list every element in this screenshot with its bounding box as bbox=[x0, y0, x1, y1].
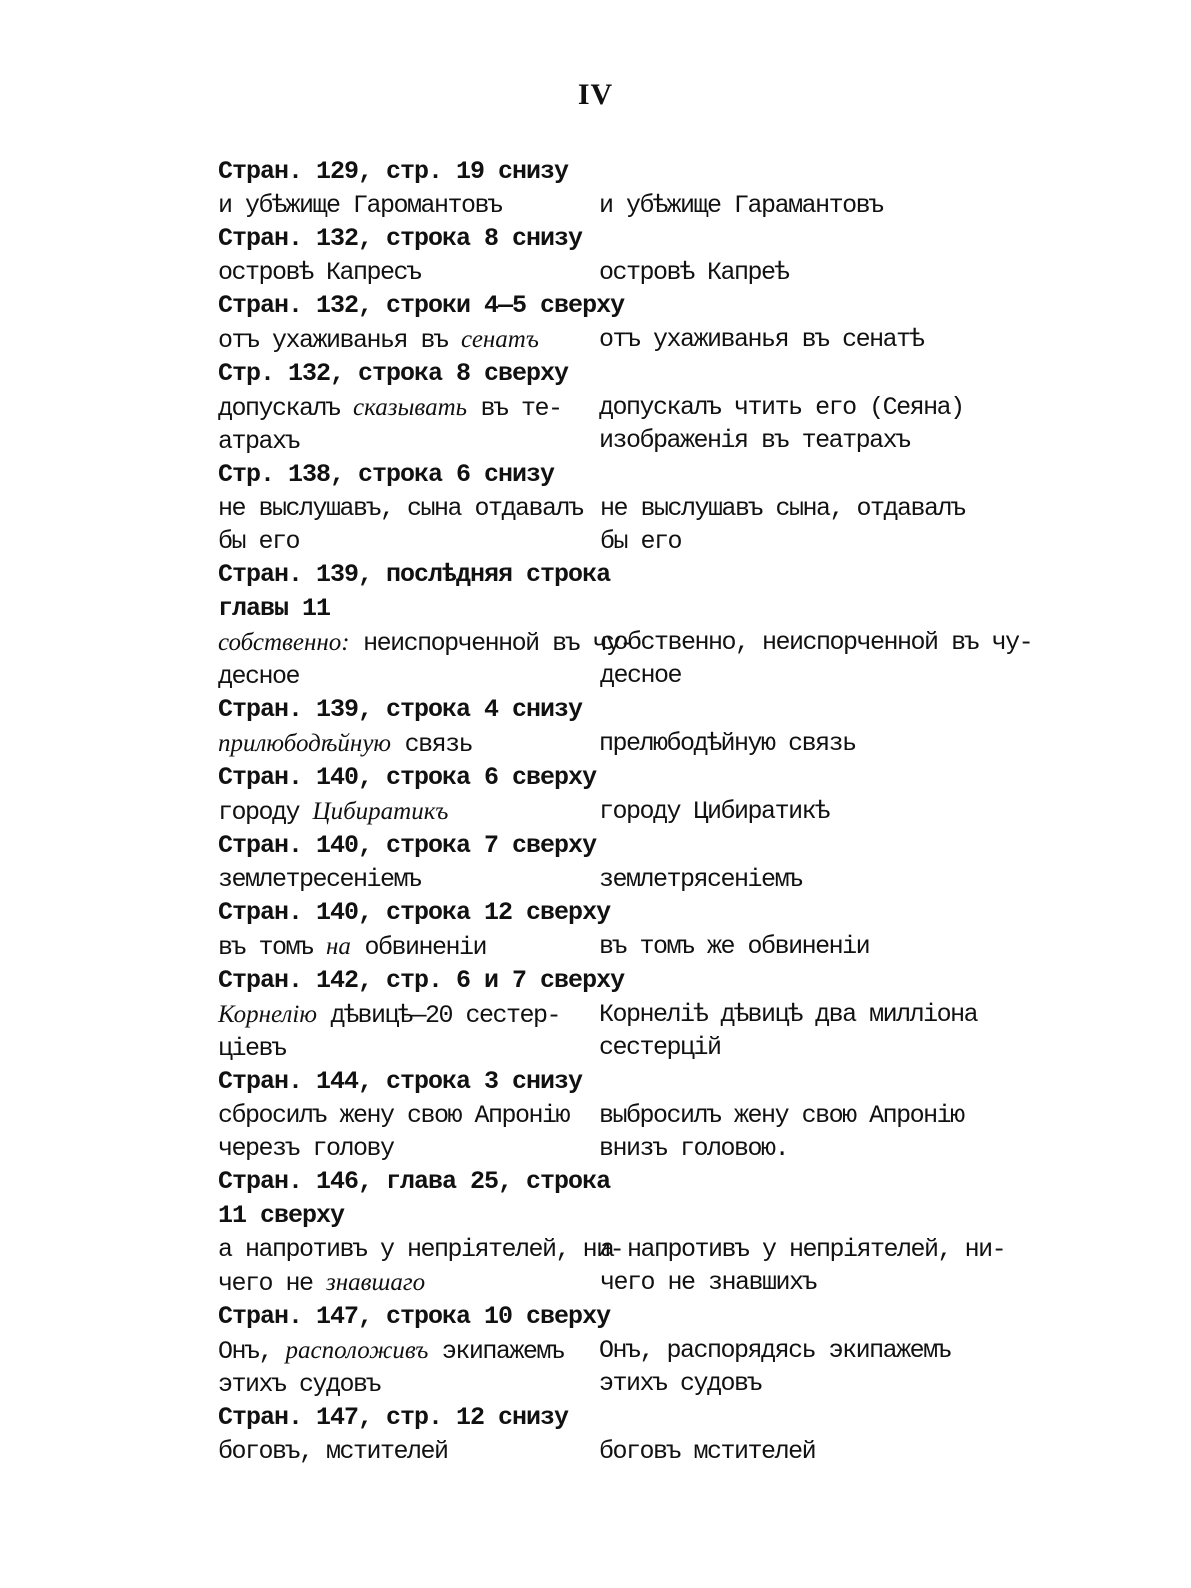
page-reference: Стран. 144, строка 3 снизу bbox=[218, 1067, 583, 1096]
page-reference: Стран. 147, строка 10 сверху bbox=[218, 1302, 611, 1331]
printed-text: не выслушавъ, сына отдавалъ бы его bbox=[218, 494, 583, 556]
page-reference: Стран. 142, стр. 6 и 7 сверху bbox=[218, 966, 625, 995]
errata-entry bbox=[218, 558, 1033, 693]
errata-entry bbox=[218, 155, 978, 222]
errata-list bbox=[218, 155, 1033, 1468]
page-reference: Стран. 140, строка 6 сверху bbox=[218, 763, 597, 792]
corrected-text: землетрясеніемъ bbox=[599, 865, 802, 894]
errata-entry bbox=[218, 289, 978, 357]
corrected-text: городу Цибиратикѣ bbox=[599, 797, 829, 826]
errata-entry bbox=[218, 1300, 978, 1401]
page-reference: Стран. 139, послѣдняя строка bbox=[218, 560, 611, 589]
errata-entry bbox=[218, 896, 978, 964]
corrected-text: а напротивъ у непріятелей, ни- чего не знавшихъ bbox=[600, 1235, 1006, 1297]
errata-entry bbox=[218, 761, 978, 829]
page-reference-continued: главы 11 bbox=[218, 594, 331, 623]
printed-text: отъ ухаживанья въ сенатъ bbox=[218, 326, 539, 355]
printed-text: Корнелію дѣвицѣ—20 сестер- ціевъ bbox=[218, 1001, 561, 1063]
page-reference: Стран. 140, строка 7 сверху bbox=[218, 831, 597, 860]
errata-entry bbox=[218, 964, 978, 1065]
page-reference: Стр. 132, строка 8 сверху bbox=[218, 359, 569, 388]
corrected-text: Онъ, распорядясь экипажемъ этихъ судовъ bbox=[599, 1336, 951, 1398]
corrected-text: и убѣжище Гарамантовъ bbox=[599, 191, 883, 220]
printed-text: островѣ Капресъ bbox=[218, 258, 421, 287]
printed-text: собственно: неиспорченной въ чу- десное bbox=[218, 629, 634, 691]
page-reference: Стран. 132, строки 4—5 сверху bbox=[218, 291, 625, 320]
errata-entry bbox=[218, 222, 978, 289]
corrected-text: въ томъ же обвиненіи bbox=[599, 932, 870, 961]
errata-entry bbox=[218, 1165, 1006, 1300]
printed-text: боговъ, мстителей bbox=[218, 1437, 448, 1466]
errata-entry bbox=[218, 1065, 978, 1165]
printed-text: въ томъ на обвиненіи bbox=[218, 933, 486, 962]
corrected-text: боговъ мстителей bbox=[599, 1437, 816, 1466]
corrected-text: отъ ухаживанья въ сенатѣ bbox=[599, 325, 924, 354]
page-reference: Стран. 147, стр. 12 снизу bbox=[218, 1403, 569, 1432]
page-reference-continued: 11 сверху bbox=[218, 1201, 345, 1230]
errata-entry bbox=[218, 458, 978, 558]
corrected-text: допускалъ чтить его (Сеяна) изображенія въ театрахъ bbox=[599, 393, 964, 455]
page-reference: Стр. 138, строка 6 снизу bbox=[218, 460, 555, 489]
corrected-text: не выслушавъ сына, отдавалъ бы его bbox=[600, 494, 965, 556]
printed-text: и убѣжище Гаромантовъ bbox=[218, 191, 502, 220]
printed-text: Онъ, расположивъ экипажемъ этихъ судовъ bbox=[218, 1337, 564, 1399]
errata-entry bbox=[218, 357, 978, 458]
errata-entry bbox=[218, 829, 978, 896]
printed-text: городу Цибиратикъ bbox=[218, 798, 449, 827]
corrected-text: Корнеліѣ дѣвицѣ два милліона сестерцій bbox=[599, 1000, 978, 1062]
corrected-text: собственно, неиспорченной въ чу- десное bbox=[600, 628, 1033, 690]
corrected-text: прелюбодѣйную связь bbox=[599, 729, 856, 758]
page-reference: Стран. 132, строка 8 снизу bbox=[218, 224, 583, 253]
page-reference: Стран. 139, строка 4 снизу bbox=[218, 695, 583, 724]
page-number: IV bbox=[577, 78, 614, 111]
printed-text: прилюбодѣйную связь bbox=[218, 730, 473, 759]
printed-text: сбросилъ жену свою Апронію черезъ голову bbox=[218, 1101, 570, 1163]
page-reference: Стран. 146, глава 25, строка bbox=[218, 1167, 611, 1196]
printed-text: допускалъ сказывать въ те- атрахъ bbox=[218, 394, 562, 456]
errata-entry bbox=[218, 693, 978, 761]
corrected-text: выбросилъ жену свою Апронію внизъ головою. bbox=[599, 1101, 964, 1163]
corrected-text: островѣ Капреѣ bbox=[599, 258, 789, 287]
printed-text: а напротивъ у непріятелей, ни- чего не знавшаго bbox=[218, 1235, 624, 1298]
errata-entry bbox=[218, 1401, 978, 1468]
page-reference: Стран. 129, стр. 19 снизу bbox=[218, 157, 569, 186]
printed-text: землетресеніемъ bbox=[218, 865, 421, 894]
page-reference: Стран. 140, строка 12 сверху bbox=[218, 898, 611, 927]
